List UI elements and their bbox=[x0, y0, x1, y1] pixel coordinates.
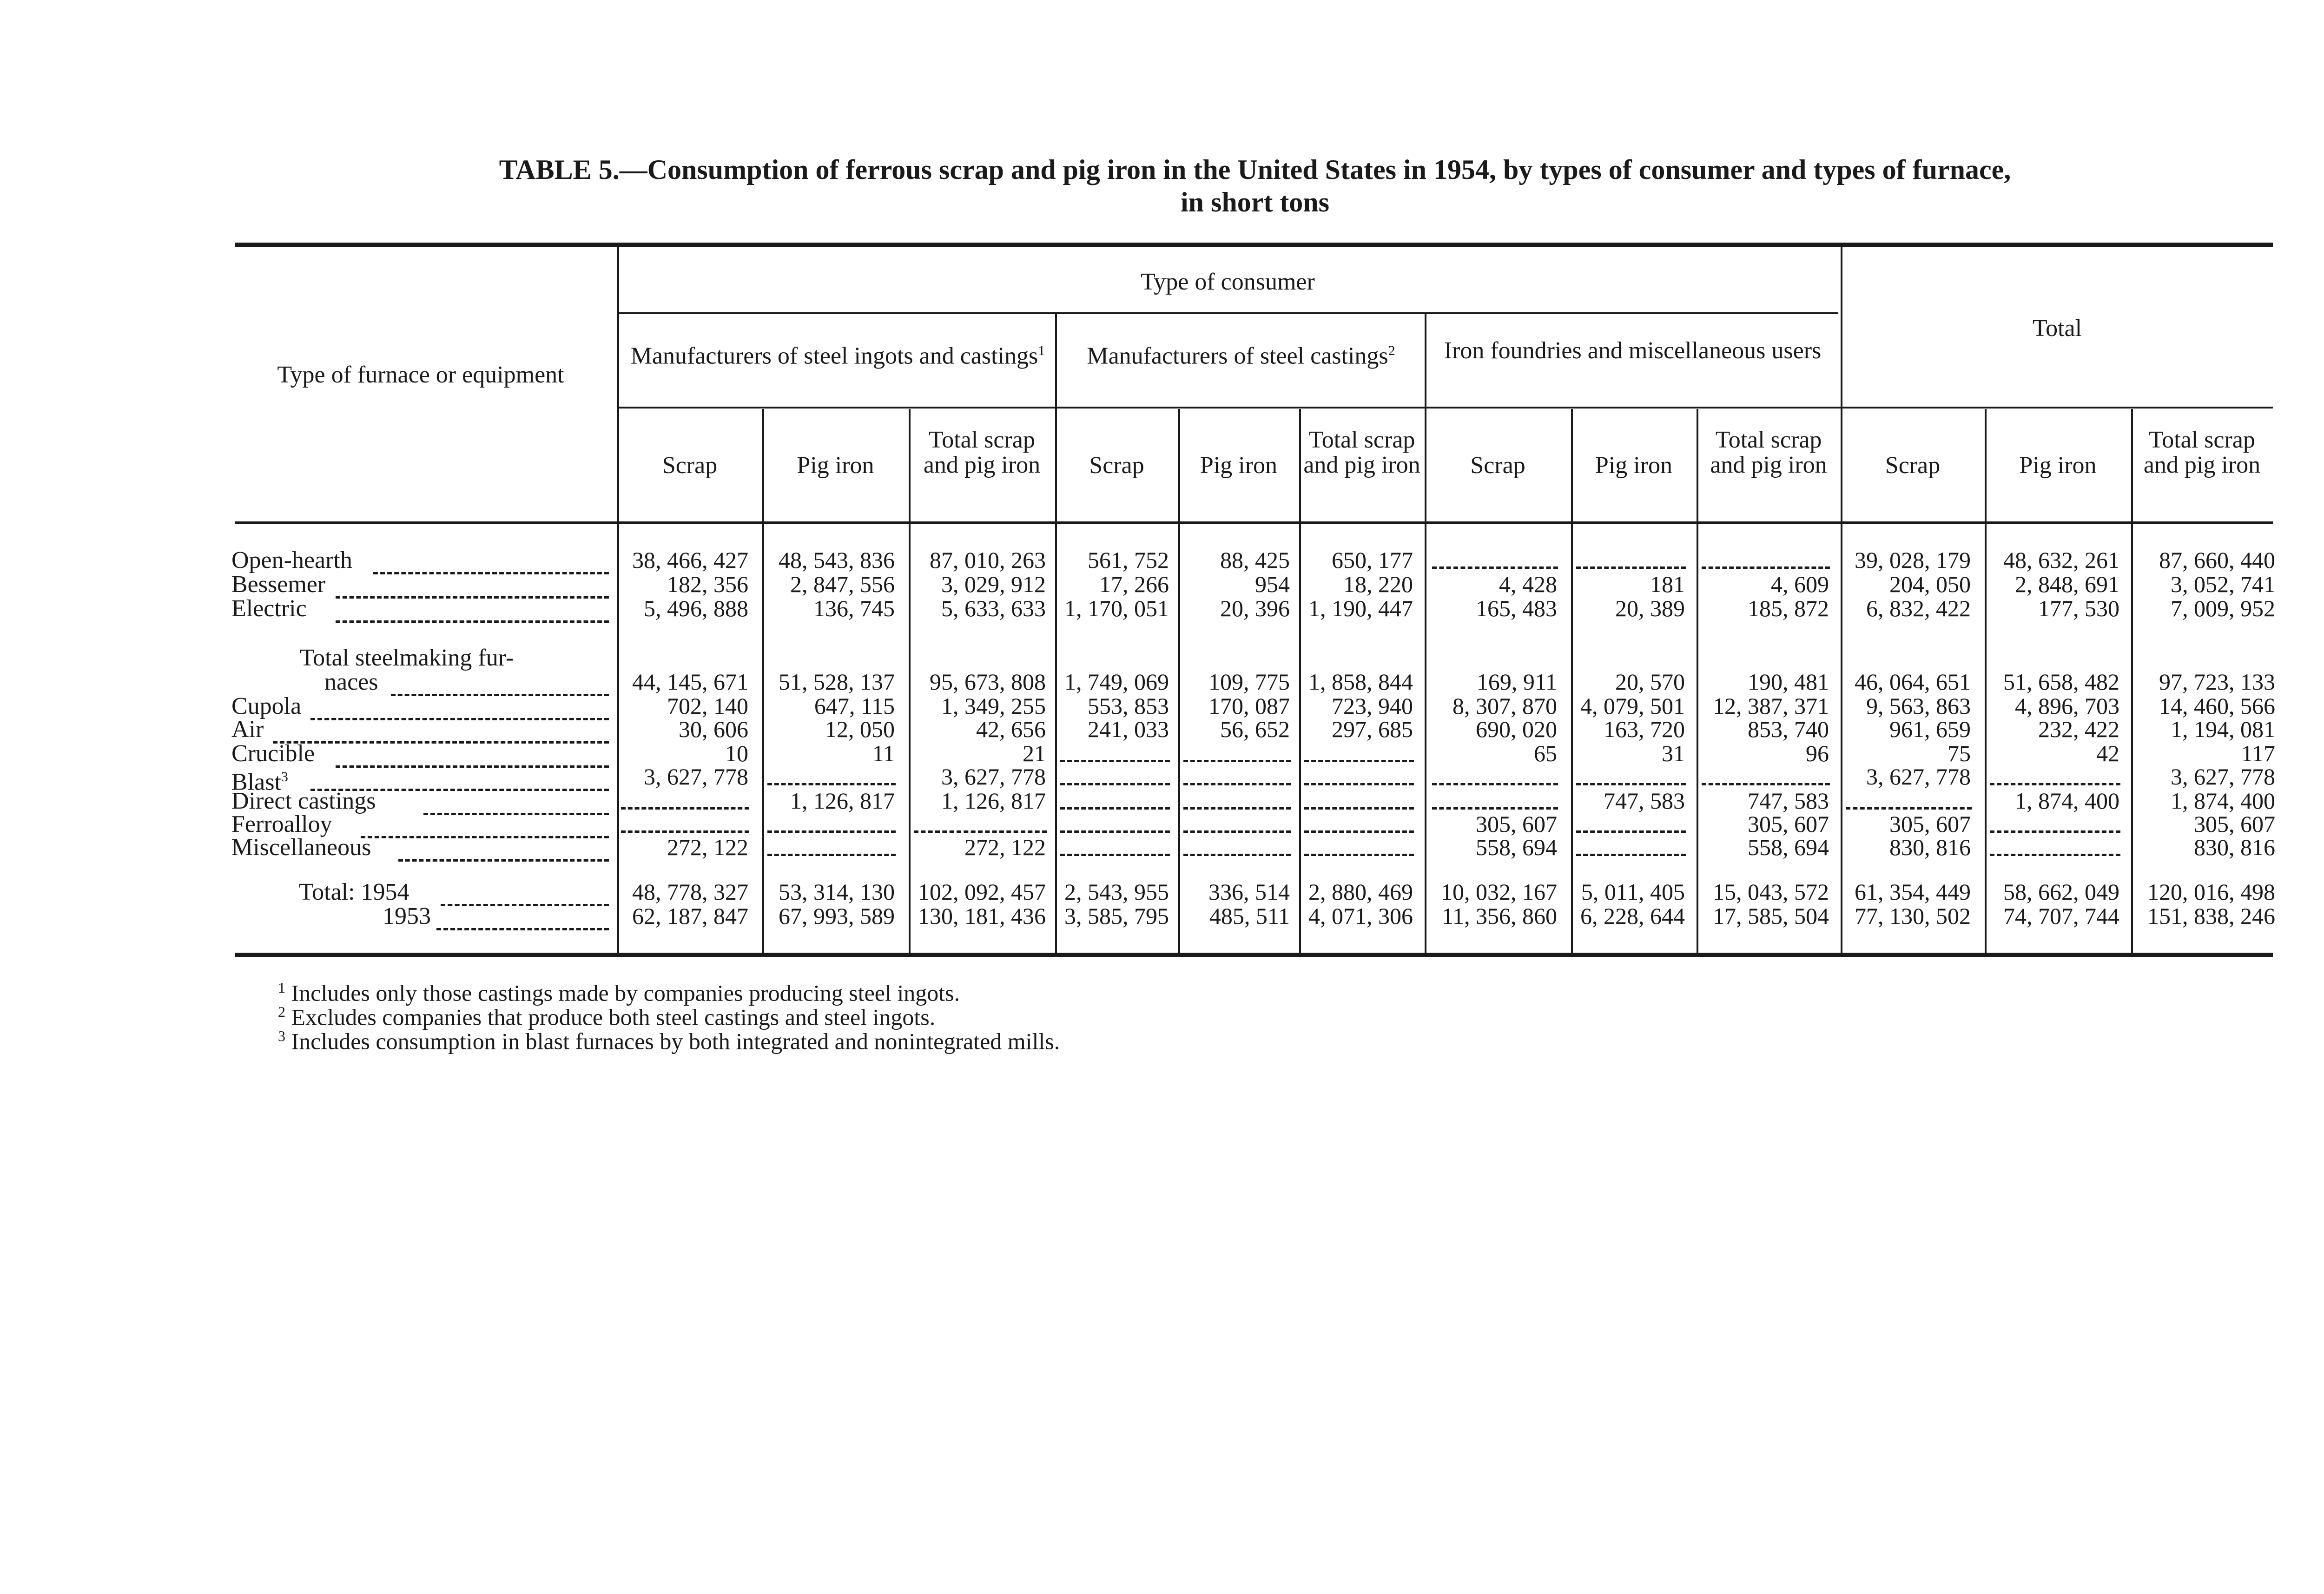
table-cell: 3, 627, 778 bbox=[941, 764, 1046, 790]
table-cell: 42, 656 bbox=[976, 716, 1046, 742]
table-cell: 8, 307, 870 bbox=[1452, 693, 1557, 719]
table-cell: 48, 778, 327 bbox=[632, 879, 748, 905]
group-label: Manufacturers of steel castings bbox=[1087, 343, 1388, 369]
row-label: Air bbox=[231, 716, 264, 743]
empty-cell bbox=[1576, 847, 1686, 856]
table-cell: 15, 043, 572 bbox=[1713, 879, 1829, 905]
table-cell: 305, 607 bbox=[2194, 811, 2275, 837]
table-cell: 182, 356 bbox=[667, 571, 748, 597]
bottom-rule bbox=[235, 953, 2273, 957]
sub-header: Scrap bbox=[1885, 452, 1941, 479]
table-cell: 18, 220 bbox=[1343, 571, 1413, 597]
empty-cell bbox=[767, 847, 896, 856]
total-header-text: Total bbox=[2032, 315, 2082, 342]
table-cell: 67, 993, 589 bbox=[779, 903, 895, 929]
table-cell: 7, 009, 952 bbox=[2171, 595, 2275, 621]
table-cell: 3, 585, 795 bbox=[1064, 903, 1169, 929]
table-cell: 3, 627, 778 bbox=[2171, 764, 2275, 790]
table-cell: 3, 029, 912 bbox=[941, 571, 1046, 597]
title-line-1: TABLE 5.—Consumption of ferrous scrap and pig iron in the United States in 1954, by types of consumer and types of furnace, bbox=[499, 154, 2011, 185]
footnote-mark: 2 bbox=[1388, 343, 1395, 358]
table-cell: 48, 632, 261 bbox=[2003, 547, 2119, 573]
column-rule bbox=[762, 409, 764, 953]
table-cell: 1, 190, 447 bbox=[1308, 595, 1413, 621]
table-cell: 87, 660, 440 bbox=[2159, 547, 2275, 573]
empty-cell bbox=[1576, 776, 1686, 785]
empty-cell bbox=[1702, 560, 1830, 569]
table-cell: 62, 187, 847 bbox=[632, 903, 748, 929]
empty-cell bbox=[621, 800, 749, 810]
table-cell: 117 bbox=[2241, 740, 2275, 766]
row-label: Crucible bbox=[231, 740, 315, 767]
empty-cell bbox=[1304, 776, 1414, 785]
leader-dots bbox=[398, 837, 609, 862]
table-cell: 723, 940 bbox=[1332, 693, 1413, 719]
sub-header: Total scrap and pig iron bbox=[1303, 427, 1420, 478]
empty-cell bbox=[1304, 823, 1414, 833]
table-cell: 5, 011, 405 bbox=[1581, 879, 1685, 905]
sub-header: Scrap bbox=[1470, 452, 1525, 479]
footnote-text: Excludes companies that produce both steel castings and steel ingots. bbox=[291, 1004, 936, 1030]
row-label: Direct castings bbox=[231, 788, 376, 814]
empty-cell bbox=[1576, 560, 1686, 569]
empty-cell bbox=[914, 823, 1047, 833]
empty-cell bbox=[1432, 800, 1558, 810]
table-cell: 336, 514 bbox=[1208, 879, 1290, 905]
empty-cell bbox=[1432, 560, 1558, 569]
empty-cell bbox=[1304, 800, 1414, 810]
row-label: Bessemer bbox=[231, 571, 326, 598]
footnote-text: Includes consumption in blast furnaces by both integrated and nonintegrated mills. bbox=[291, 1028, 1060, 1054]
top-rule bbox=[235, 243, 2273, 247]
column-rule bbox=[1571, 409, 1573, 953]
column-rule bbox=[1055, 314, 1057, 953]
empty-cell bbox=[1576, 823, 1686, 833]
table-cell: 747, 583 bbox=[1748, 788, 1829, 814]
table-cell: 5, 633, 633 bbox=[941, 595, 1046, 621]
empty-cell bbox=[1990, 847, 2120, 856]
column-rule bbox=[617, 247, 619, 953]
leader-dots bbox=[423, 790, 609, 815]
table-cell: 830, 816 bbox=[1889, 834, 1971, 860]
empty-cell bbox=[1702, 776, 1830, 785]
table-cell: 163, 720 bbox=[1604, 716, 1685, 742]
empty-cell bbox=[1846, 800, 1972, 810]
sub-header: Total scrap and pig iron bbox=[2143, 427, 2261, 478]
column-rule bbox=[1299, 409, 1301, 953]
table-cell: 46, 064, 651 bbox=[1855, 669, 1971, 695]
table-cell: 20, 396 bbox=[1220, 595, 1290, 621]
group-label: Iron foundries and miscellaneous users bbox=[1444, 337, 1822, 364]
table-cell: 51, 528, 137 bbox=[779, 669, 895, 695]
column-rule bbox=[1425, 314, 1426, 953]
table-cell: 61, 354, 449 bbox=[1855, 879, 1971, 905]
footnote-text: Includes only those castings made by companies producing steel ingots. bbox=[291, 980, 960, 1006]
empty-cell bbox=[1432, 776, 1558, 785]
table-cell: 109, 775 bbox=[1208, 669, 1290, 695]
group-label: Manufacturers of steel ingots and castings bbox=[630, 343, 1038, 369]
table-cell: 558, 694 bbox=[1748, 834, 1829, 860]
table-cell: 1, 126, 817 bbox=[790, 788, 895, 814]
sub-header: Total scrap and pig iron bbox=[923, 427, 1041, 478]
row-label: Ferroalloy bbox=[231, 811, 332, 837]
table-cell: 58, 662, 049 bbox=[2003, 879, 2119, 905]
empty-cell bbox=[1183, 823, 1291, 833]
empty-cell bbox=[1183, 753, 1291, 762]
table-cell: 181 bbox=[1650, 571, 1685, 597]
table-cell: 17, 266 bbox=[1099, 571, 1169, 597]
empty-cell bbox=[1060, 847, 1170, 856]
empty-cell bbox=[767, 823, 896, 833]
table-cell: 1, 126, 817 bbox=[941, 788, 1046, 814]
table-cell: 2, 848, 691 bbox=[2015, 571, 2119, 597]
sub-header: Scrap bbox=[1089, 452, 1144, 479]
footnote-mark: 3 bbox=[278, 1028, 285, 1044]
table-cell: 297, 685 bbox=[1332, 716, 1413, 742]
table-cell: 3, 627, 778 bbox=[644, 764, 748, 790]
empty-cell bbox=[1990, 823, 2120, 833]
table-title bbox=[232, 153, 2278, 218]
column-rule bbox=[1178, 409, 1180, 953]
table-cell: 12, 050 bbox=[825, 716, 895, 742]
empty-cell bbox=[1060, 753, 1170, 762]
table-cell: 1, 194, 081 bbox=[2171, 716, 2275, 742]
table-cell: 169, 911 bbox=[1476, 669, 1557, 695]
table-cell: 44, 145, 671 bbox=[632, 669, 748, 695]
table-cell: 96 bbox=[1806, 740, 1829, 766]
row-label: Total steelmaking fur- bbox=[300, 645, 514, 671]
table-cell: 2, 847, 556 bbox=[790, 571, 895, 597]
table-cell: 702, 140 bbox=[667, 693, 748, 719]
row-label: Open-hearth bbox=[231, 547, 352, 573]
table-cell: 3, 627, 778 bbox=[1866, 764, 1971, 790]
table-cell: 272, 122 bbox=[667, 834, 748, 860]
row-label: Electric bbox=[231, 595, 307, 622]
table-cell: 17, 585, 504 bbox=[1713, 903, 1829, 929]
table-cell: 30, 606 bbox=[679, 716, 748, 742]
table-cell: 95, 673, 808 bbox=[930, 669, 1046, 695]
table-cell: 2, 880, 469 bbox=[1308, 879, 1413, 905]
table-cell: 20, 389 bbox=[1615, 595, 1685, 621]
table-cell: 558, 694 bbox=[1476, 834, 1557, 860]
table-cell: 31 bbox=[1662, 740, 1685, 766]
table-cell: 553, 853 bbox=[1088, 693, 1169, 719]
table-cell: 75 bbox=[1948, 740, 1971, 766]
table-cell: 3, 052, 741 bbox=[2171, 571, 2275, 597]
table-cell: 747, 583 bbox=[1604, 788, 1685, 814]
empty-cell bbox=[1183, 776, 1291, 785]
table-cell: 4, 896, 703 bbox=[2015, 693, 2119, 719]
leader-dots bbox=[373, 549, 609, 574]
table-cell: 38, 466, 427 bbox=[632, 547, 748, 573]
table-cell: 51, 658, 482 bbox=[2003, 669, 2119, 695]
table-cell: 170, 087 bbox=[1208, 693, 1290, 719]
column-rule bbox=[1985, 409, 1987, 953]
type-of-consumer-text: Type of consumer bbox=[1141, 269, 1315, 295]
column-rule bbox=[1841, 247, 1842, 953]
table-cell: 4, 079, 501 bbox=[1580, 693, 1685, 719]
table-cell: 14, 460, 566 bbox=[2159, 693, 2275, 719]
type-of-consumer-header bbox=[617, 270, 1838, 295]
table-cell: 4, 428 bbox=[1499, 571, 1557, 597]
table-cell: 39, 028, 179 bbox=[1855, 547, 1971, 573]
table-cell: 97, 723, 133 bbox=[2159, 669, 2275, 695]
table-cell: 48, 543, 836 bbox=[779, 547, 895, 573]
table-cell: 74, 707, 744 bbox=[2003, 903, 2119, 929]
leader-dots bbox=[436, 905, 609, 930]
rule-under-type-of-consumer bbox=[617, 312, 1838, 314]
footnote-mark: 1 bbox=[278, 979, 285, 996]
sub-header: Pig iron bbox=[2019, 452, 2097, 479]
table-cell: 2, 543, 955 bbox=[1064, 879, 1169, 905]
table-cell: 1, 858, 844 bbox=[1308, 669, 1413, 695]
rule-under-groups bbox=[617, 407, 2273, 408]
table-cell: 4, 071, 306 bbox=[1308, 903, 1413, 929]
table-cell: 42 bbox=[2096, 740, 2119, 766]
sub-header: Pig iron bbox=[797, 452, 874, 479]
table-cell: 88, 425 bbox=[1220, 547, 1290, 573]
table-cell: 650, 177 bbox=[1332, 547, 1413, 573]
group-header-castings bbox=[1062, 338, 1420, 369]
sub-header: Total scrap and pig iron bbox=[1710, 427, 1827, 478]
table-cell: 232, 422 bbox=[2038, 716, 2119, 742]
table-cell: 5, 496, 888 bbox=[644, 595, 748, 621]
table-cell: 1, 749, 069 bbox=[1064, 669, 1169, 695]
table-cell: 185, 872 bbox=[1748, 595, 1829, 621]
table-cell: 690, 020 bbox=[1476, 716, 1557, 742]
table-cell: 87, 010, 263 bbox=[930, 547, 1046, 573]
table-cell: 272, 122 bbox=[964, 834, 1046, 860]
table-cell: 1, 874, 400 bbox=[2015, 788, 2119, 814]
empty-cell bbox=[1060, 776, 1170, 785]
table-cell: 130, 181, 436 bbox=[918, 903, 1046, 929]
table-cell: 647, 115 bbox=[814, 693, 895, 719]
column-rule bbox=[909, 409, 911, 953]
table-cell: 20, 570 bbox=[1615, 669, 1685, 695]
table-cell: 56, 652 bbox=[1220, 716, 1290, 742]
table-cell: 77, 130, 502 bbox=[1855, 903, 1971, 929]
table-cell: 1, 874, 400 bbox=[2171, 788, 2275, 814]
table-cell: 65 bbox=[1534, 740, 1557, 766]
stub-header-text: Type of furnace or equipment bbox=[277, 362, 564, 388]
leader-dots bbox=[310, 695, 609, 720]
sub-header: Pig iron bbox=[1200, 452, 1278, 479]
table-cell: 9, 563, 863 bbox=[1866, 693, 1971, 719]
table-cell: 961, 659 bbox=[1889, 716, 1971, 742]
row-label: Miscellaneous bbox=[231, 834, 371, 861]
table-cell: 305, 607 bbox=[1889, 811, 1971, 837]
table-cell: 204, 050 bbox=[1889, 571, 1971, 597]
leader-dots bbox=[336, 598, 609, 623]
table-cell: 6, 228, 644 bbox=[1580, 903, 1685, 929]
table-cell: 1, 349, 255 bbox=[941, 693, 1046, 719]
group-header-ingots bbox=[623, 338, 1053, 369]
table-cell: 6, 832, 422 bbox=[1866, 595, 1971, 621]
row-label: Blast$^3$ bbox=[231, 769, 288, 796]
table-cell: 11 bbox=[872, 740, 895, 766]
empty-cell bbox=[1183, 800, 1291, 810]
row-label: Cupola bbox=[231, 693, 302, 719]
column-rule bbox=[2131, 409, 2133, 953]
leader-dots bbox=[391, 671, 609, 696]
table-cell: 190, 481 bbox=[1748, 669, 1829, 695]
group-header-foundries bbox=[1429, 338, 1836, 363]
empty-cell bbox=[1990, 776, 2120, 785]
table-cell: 241, 033 bbox=[1088, 716, 1169, 742]
table-cell: 561, 752 bbox=[1088, 547, 1169, 573]
footnote-mark: 3 bbox=[281, 769, 288, 784]
table-cell: 954 bbox=[1255, 571, 1290, 597]
table-cell: 853, 740 bbox=[1748, 716, 1829, 742]
footnote-mark: 2 bbox=[278, 1003, 285, 1020]
table-cell: 21 bbox=[1023, 740, 1046, 766]
table-cell: 4, 609 bbox=[1771, 571, 1829, 597]
table-cell: 165, 483 bbox=[1476, 595, 1557, 621]
table-cell: 53, 314, 130 bbox=[779, 879, 895, 905]
table-cell: 10 bbox=[725, 740, 748, 766]
leader-dots bbox=[441, 881, 609, 906]
empty-cell bbox=[1304, 847, 1414, 856]
row-label: naces bbox=[324, 669, 378, 695]
table-cell: 151, 838, 246 bbox=[2147, 903, 2275, 929]
table-cell: 136, 745 bbox=[813, 595, 895, 621]
table-cell: 177, 530 bbox=[2038, 595, 2119, 621]
row-label: 1953 bbox=[383, 903, 431, 929]
table-cell: 11, 356, 860 bbox=[1441, 903, 1557, 929]
row-label: Total: 1954 bbox=[299, 879, 409, 905]
leader-dots bbox=[336, 743, 609, 768]
footnote-mark: 1 bbox=[1038, 343, 1045, 358]
empty-cell bbox=[1183, 847, 1291, 856]
leader-dots bbox=[336, 573, 609, 599]
table-cell: 305, 607 bbox=[1476, 811, 1557, 837]
sub-header: Scrap bbox=[662, 452, 718, 479]
column-rule bbox=[1697, 409, 1698, 953]
leader-dots bbox=[273, 718, 609, 744]
empty-cell bbox=[767, 776, 896, 785]
table-cell: 102, 092, 457 bbox=[918, 879, 1046, 905]
sub-header: Pig iron bbox=[1595, 452, 1673, 479]
footnote-3 bbox=[278, 1023, 1060, 1054]
table-cell: 10, 032, 167 bbox=[1441, 879, 1557, 905]
table-cell: 830, 816 bbox=[2194, 834, 2275, 860]
table-cell: 485, 511 bbox=[1209, 903, 1290, 929]
leader-dots bbox=[361, 813, 609, 838]
leader-dots bbox=[310, 766, 609, 791]
table-cell: 305, 607 bbox=[1748, 811, 1829, 837]
table-cell: 12, 387, 371 bbox=[1713, 693, 1829, 719]
empty-cell bbox=[1060, 800, 1170, 810]
empty-cell bbox=[1060, 823, 1170, 833]
empty-cell bbox=[621, 823, 749, 833]
stub-header bbox=[260, 362, 581, 388]
table-cell: 1, 170, 051 bbox=[1064, 595, 1169, 621]
table-cell: 120, 016, 498 bbox=[2147, 879, 2275, 905]
rule-under-header bbox=[235, 521, 2273, 524]
empty-cell bbox=[1304, 753, 1414, 762]
title-line-2: in short tons bbox=[1180, 187, 1330, 217]
total-header bbox=[1842, 316, 2273, 341]
